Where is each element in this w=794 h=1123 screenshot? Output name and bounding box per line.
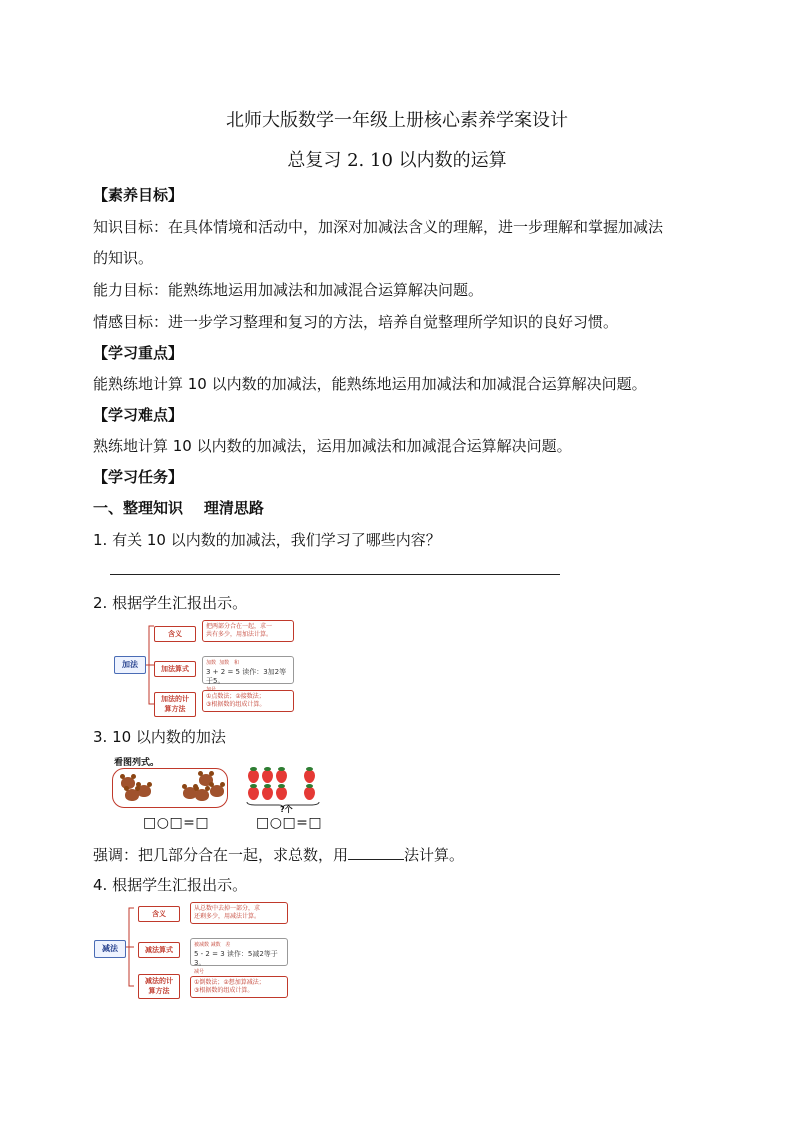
emphasis-blank[interactable]	[348, 845, 404, 860]
question-4: 4. 根据学生汇报出示。	[93, 876, 248, 894]
goal-knowledge-line1: 知识目标：在具体情境和活动中，加深对加减法含义的理解，进一步理解和掌握加减法	[93, 218, 664, 236]
bear-icon	[210, 785, 224, 797]
goal-knowledge-line2: 的知识。	[93, 249, 154, 267]
subtraction-meaning-box: 从总数中去掉一部分，求 还剩多少，用减法计算。	[190, 902, 288, 924]
difficulty-text: 熟练地计算 10 以内数的加减法，运用加减法和加减混合运算解决问题。	[93, 437, 572, 455]
goal-emotion: 情感目标：进一步学习整理和复习的方法，培养自觉整理所学知识的良好习惯。	[93, 313, 619, 331]
brace-icon	[126, 902, 134, 992]
formula-right[interactable]: □○□=□	[256, 815, 323, 831]
addition-concept-diagram	[114, 620, 294, 712]
strawberry-icon	[248, 787, 259, 800]
formula-left[interactable]: □○□=□	[143, 815, 210, 831]
question-2: 2. 根据学生汇报出示。	[93, 594, 248, 612]
subtraction-tag-meaning: 含义	[138, 906, 180, 922]
addition-formula-box: 加数 加数 和 3 + 2 = 5 读作：3加2等于5。	[202, 656, 294, 684]
question-1: 1. 有关 10 以内数的加减法，我们学习了哪些内容？	[93, 531, 441, 549]
focus-text: 能熟练地计算 10 以内数的加减法，能熟练地运用加减法和加减混合运算解决问题。	[93, 375, 647, 393]
emphasis-line: 强调：把几部分合在一起，求总数，用 法计算。	[93, 846, 465, 864]
question-3: 3. 10 以内数的加法	[93, 728, 226, 746]
addition-tag-meaning: 含义	[154, 626, 196, 642]
addition-tag-method: 加法的计 算方法	[154, 692, 196, 717]
strawberry-icon	[304, 787, 315, 800]
question-count-label: ?个	[280, 805, 293, 814]
focus-heading: 【学习重点】	[93, 344, 184, 362]
difficulty-heading: 【学习难点】	[93, 406, 184, 424]
strawberry-icon	[304, 770, 315, 783]
goals-heading: 【素养目标】	[93, 186, 184, 204]
picture-instruction: 看图列式。	[114, 758, 160, 768]
bears-picture	[112, 768, 228, 808]
brace-icon	[146, 620, 154, 710]
strawberry-icon	[262, 787, 273, 800]
addition-tag-formula: 加法算式	[154, 661, 196, 677]
main-title: 北师大版数学一年级上册核心素养学案设计	[226, 110, 568, 131]
strawberry-icon	[276, 787, 287, 800]
subtraction-tag-formula: 减法算式	[138, 942, 180, 958]
strawberry-icon	[248, 770, 259, 783]
part1-heading: 一、整理知识 理清思路	[93, 499, 264, 517]
subtraction-tag-method: 减法的计 算方法	[138, 974, 180, 999]
addition-meaning-box: 把两部分合在一起，求一 共有多少，用加法计算。	[202, 620, 294, 642]
subtraction-root-box: 减法	[94, 940, 126, 958]
strawberry-icon	[276, 770, 287, 783]
bear-icon	[195, 789, 209, 801]
strawberry-icon	[262, 770, 273, 783]
subtraction-method-box: ①倒数法；②想加算减法； ③根据数的组成计算。	[190, 976, 288, 998]
sub-title: 总复习 2. 10 以内数的运算	[287, 150, 507, 171]
addition-root-box: 加法	[114, 656, 146, 674]
subtraction-concept-diagram	[94, 902, 294, 994]
tasks-heading: 【学习任务】	[93, 468, 184, 486]
bear-icon	[125, 789, 139, 801]
subtraction-formula-box: 被减数 减数 差 5 - 2 = 3 读作：5减2等于3。 减号	[190, 938, 288, 966]
goal-ability: 能力目标：能熟练地运用加减法和加减混合运算解决问题。	[93, 281, 484, 299]
addition-method-box: ①点数法；②接数法； ③根据数的组成计算。	[202, 690, 294, 712]
answer-line[interactable]	[110, 574, 560, 575]
